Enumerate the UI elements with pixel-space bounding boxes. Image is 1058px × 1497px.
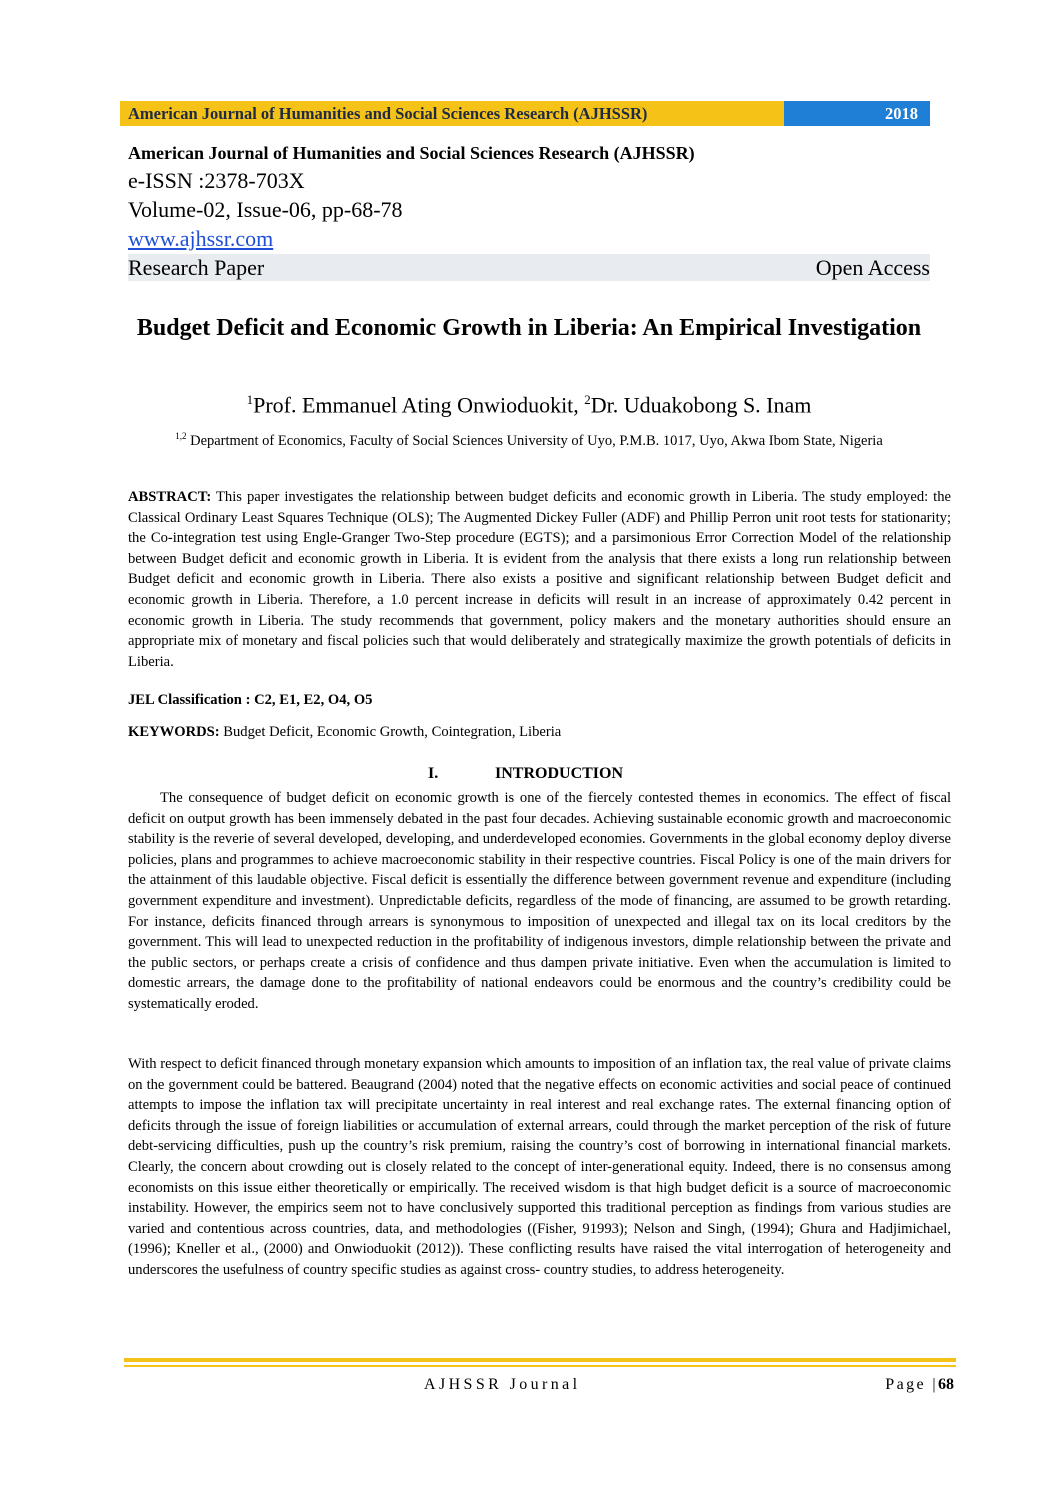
footer-rule-thin: [124, 1365, 956, 1367]
footer-page-number: 68: [938, 1376, 954, 1393]
journal-name: American Journal of Humanities and Social Sciences Research (AJHSSR): [128, 143, 695, 163]
author1-sup: 1: [246, 392, 254, 407]
paper-type-row: [128, 254, 930, 281]
footer-page: [885, 1376, 954, 1394]
abstract-label: ABSTRACT:: [128, 489, 212, 505]
journal-url-link[interactable]: www.ajhssr.com: [128, 226, 274, 251]
jel-classification: JEL Classification : C2, E1, E2, O4, O5: [128, 692, 373, 708]
author2-sup: 2: [584, 392, 591, 407]
author1: Prof. Emmanuel Ating Onwioduokit,: [253, 392, 585, 418]
running-header-journal: American Journal of Humanities and Social Sciences Research (AJHSSR): [120, 101, 784, 126]
affiliation: [128, 426, 930, 451]
issn: e-ISSN :2378-703X: [128, 168, 305, 193]
keywords-label: KEYWORDS:: [128, 724, 220, 740]
keywords-text: Budget Deficit, Economic Growth, Cointegration, Liberia: [219, 724, 562, 740]
intro-paragraph-1: The consequence of budget deficit on economic growth is one of the fiercely contested themes in economics. The effect of fiscal deficit on output growth has been immensely debated in the past four decades. Achieving sustainable economic growth and macroeconomic stability is the reverie of several developed, developing, and underdeveloped economies. Governments in the global economy deploy diverse policies, plans and programmes to achieve macroeconomic stability in their respective countries. Fiscal Policy is one of the main drivers for the attainment of this laudable objective. Fiscal deficit is essentially the difference between government revenue and expenditure (including government expenditure and investment). Unpredictable deficits, regardless of the mode of financing, are assumed to be growth retarding. For instance, deficits financed through arrears is synonymous to imposition of unexpected and illegal tax on its local creditors by the government. This will lead to unexpected reduction in the profitability of indigenous investors, dimple relationship between the private and the public sectors, or perhaps create a crisis of confidence and thus dampen private initiative. Even when the accumulation is limited to domestic arrears, the damage done to the profitability of national endeavors could be enormous and the country’s credibility could be systematically eroded.: [128, 790, 951, 1012]
abstract: [128, 487, 951, 672]
footer-journal: AJHSSR Journal: [424, 1376, 581, 1393]
section-number: I.: [428, 765, 439, 782]
intro-paragraph-2: With respect to deficit financed through monetary expansion which amounts to imposition of an inflation tax, the real value of private claims on the government could be battered. Beaugrand (2004) noted that the negative effects on economic activities and social peace of continued attempts to impose the inflation tax will precipitate uncertainty in real interest and real exchange rates. The external financing option of deficits through the issue of foreign liabilities or accumulation of external arrears, could through the market perception of the risk of future debt-servicing difficulties, push up the country’s risk premium, raising the country’s cost of borrowing in international financial markets. Clearly, the concern about crowding out is closely related to the concept of inter-generational equity. Indeed, there is no consensus among economists on this issue either theoretically or empirically. The received wisdom is that high budget deficit is a source of macroeconomic instability. However, the empirics seem not to have conclusively supported this traditional perception as findings from various studies are varied and contentious across countries, data, and methodologies ((Fisher, 91993); Nelson and Singh, (1994); Ghura and Hadjimichael, (1996); Kneller et al., (2000) and Onwioduokit (2012)). These conflicting results have raised the vital interrogation of heterogeneity and underscores the usefulness of country specific studies as against cross- country studies, to address heterogeneity.: [128, 1056, 951, 1278]
keywords: [128, 724, 561, 741]
affiliation-text: Department of Economics, Faculty of Social Sciences University of Uyo, P.M.B. 1017, Uyo, Akwa Ibom State, Nigeria: [186, 432, 883, 449]
paper-title: Budget Deficit and Economic Growth in Liberia: An Empirical Investigation: [136, 315, 922, 341]
authors: [128, 392, 930, 418]
footer-page-label: Page |: [885, 1376, 938, 1393]
running-header: [120, 101, 930, 126]
section-title: INTRODUCTION: [495, 765, 624, 782]
paper-type: Research Paper: [128, 254, 265, 280]
abstract-text: This paper investigates the relationship between budget deficits and economic growth in Liberia. The study employed: the Classical Ordinary Least Squares Technique (OLS); The Augmented Dickey Fuller (ADF) and Phillip Perron unit root tests for stationarity; the Co-integration test using Engle-Granger Two-Step procedure (EGTS); and a parsimonious Error Correction Model of the relationship between Budget deficit and economic growth in Liberia. It is evident from the analysis that there exists a long run relationship between Budget deficit and economic growth in Liberia. There also exists a positive and significant relationship between Budget deficit and economic growth in Liberia. Therefore, a 1.0 percent increase in deficits will result in an increase of approximately 0.42 percent in economic growth in Liberia. The study recommends that government, policy makers and the monetary authorities should ensure an appropriate mix of monetary and fiscal policies such that would deliberately and strategically maximize the growth potentials of deficits in Liberia.: [128, 489, 951, 670]
volume-info: Volume-02, Issue-06, pp-68-78: [128, 197, 403, 222]
footer-rule-thick: [124, 1358, 956, 1362]
affiliation-sup: 1,2: [175, 431, 187, 441]
author2: Dr. Uduakobong S. Inam: [590, 392, 812, 418]
access-type: Open Access: [815, 254, 930, 280]
running-header-year: 2018: [784, 101, 930, 126]
